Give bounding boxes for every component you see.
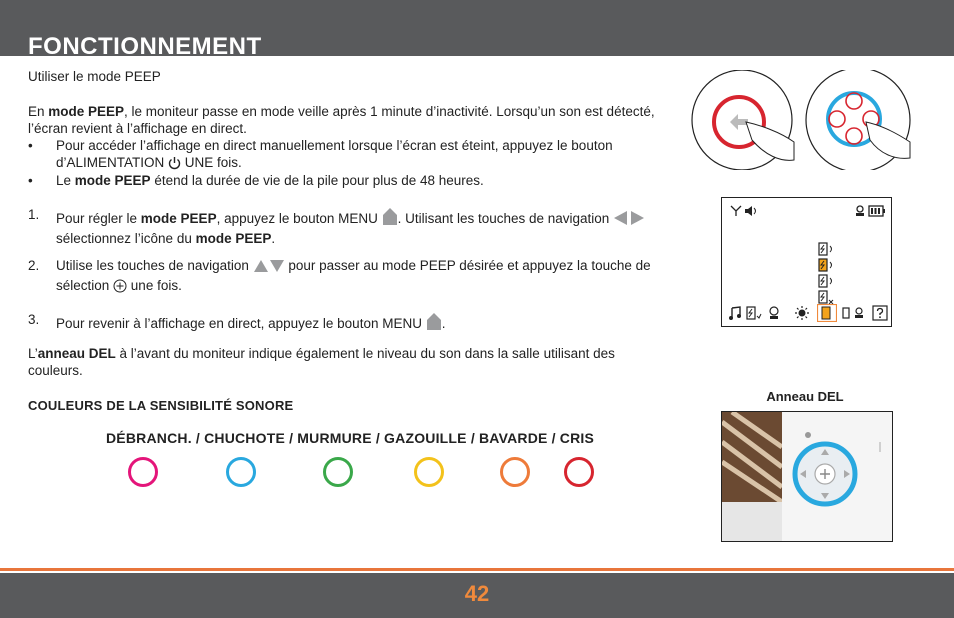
sensitivity-section-title: COULEURS DE LA SENSIBILITÉ SONORE [28, 398, 294, 413]
battery-icon [868, 204, 886, 221]
text: . [271, 231, 276, 246]
level-ring-whisper [226, 457, 256, 487]
step-number: 3. [28, 312, 40, 327]
level-ring-chatter [500, 457, 530, 487]
up-down-arrows-icon [253, 259, 285, 277]
numbered-step [28, 206, 668, 247]
camera-icon [854, 204, 866, 221]
level-ring-off [128, 457, 158, 487]
text: . Utilisant les touches de navigation [397, 211, 614, 226]
left-right-arrows-icon [613, 210, 645, 230]
page-number: 42 [464, 581, 490, 606]
text: Pour accéder l’affichage en direct manuellement lorsque l’écran est éteint, appuyez le bouton d’ALIMENTATION [56, 138, 613, 170]
bold-text: mode PEEP [74, 173, 151, 188]
led-ring-caption: Anneau DEL [766, 389, 844, 404]
bullet-item [28, 137, 668, 174]
navigation-keys-illustration [690, 70, 915, 170]
level-ring-cry [564, 457, 594, 487]
text: , appuyez le bouton MENU [216, 211, 382, 226]
text: En [28, 104, 49, 119]
peep-level-options [818, 242, 838, 312]
bold-text: mode PEEP [140, 211, 217, 226]
section-heading: Utiliser le mode PEEP [28, 69, 161, 84]
lcd-screen-illustration [721, 197, 892, 327]
numbered-step [28, 311, 668, 335]
level-ring-murmur [323, 457, 353, 487]
bold-text: mode PEEP [48, 104, 125, 119]
bullet-mark: • [28, 173, 33, 188]
text: sélectionnez l’icône du [56, 231, 196, 246]
bold-text: mode PEEP [195, 231, 272, 246]
text: , le moniteur passe en mode veille après 1 minute d’inactivité. Lorsqu’un son est détecté, l’écran revient à l’affichage en direct. [28, 104, 655, 136]
text: Pour régler le [56, 211, 141, 226]
numbered-step [28, 257, 668, 297]
led-paragraph [28, 345, 668, 379]
text: pour passer au mode PEEP désirée et appuyez la touche de sélection [56, 258, 651, 293]
page-header [0, 0, 954, 60]
bullet-item [28, 172, 668, 189]
brightness-icon [794, 306, 810, 324]
camera-pair-icon [842, 306, 868, 324]
text: UNE fois. [181, 155, 242, 170]
text: Pour revenir à l’affichage en direct, appuyez le bouton MENU [56, 316, 426, 331]
bold-text: anneau DEL [37, 346, 116, 361]
text: . [441, 316, 446, 331]
text: étend la durée de vie de la pile pour plus de 48 heures. [150, 173, 484, 188]
select-plus-icon [113, 279, 127, 297]
page-title: FONCTIONNEMENT [28, 33, 262, 60]
footer-divider [0, 568, 954, 571]
step-number: 1. [28, 207, 40, 222]
music-icon [728, 306, 742, 324]
page-footer [0, 573, 954, 618]
antenna-icon [730, 204, 742, 221]
bullet-mark: • [28, 138, 33, 153]
home-menu-icon [382, 206, 398, 230]
speaker-icon [744, 204, 758, 221]
temperature-icon [768, 306, 784, 324]
text: L’ [28, 346, 38, 361]
led-ring-photo [721, 411, 893, 542]
selected-peep-icon [817, 304, 837, 326]
peep-mode-icon [746, 306, 762, 324]
text: à l’avant du moniteur indique également le niveau du son dans la salle utilisant des couleurs. [28, 346, 615, 378]
intro-paragraph [28, 103, 658, 137]
text: Le [56, 173, 75, 188]
text: Utilise les touches de navigation [56, 258, 253, 273]
text: une fois. [127, 278, 182, 293]
help-icon [872, 305, 888, 325]
step-number: 2. [28, 258, 40, 273]
home-menu-icon [426, 311, 442, 335]
sensitivity-levels-label: DÉBRANCH. / CHUCHOTE / MURMURE / GAZOUILLE / BAVARDE / CRIS [106, 430, 595, 446]
level-ring-coo [414, 457, 444, 487]
